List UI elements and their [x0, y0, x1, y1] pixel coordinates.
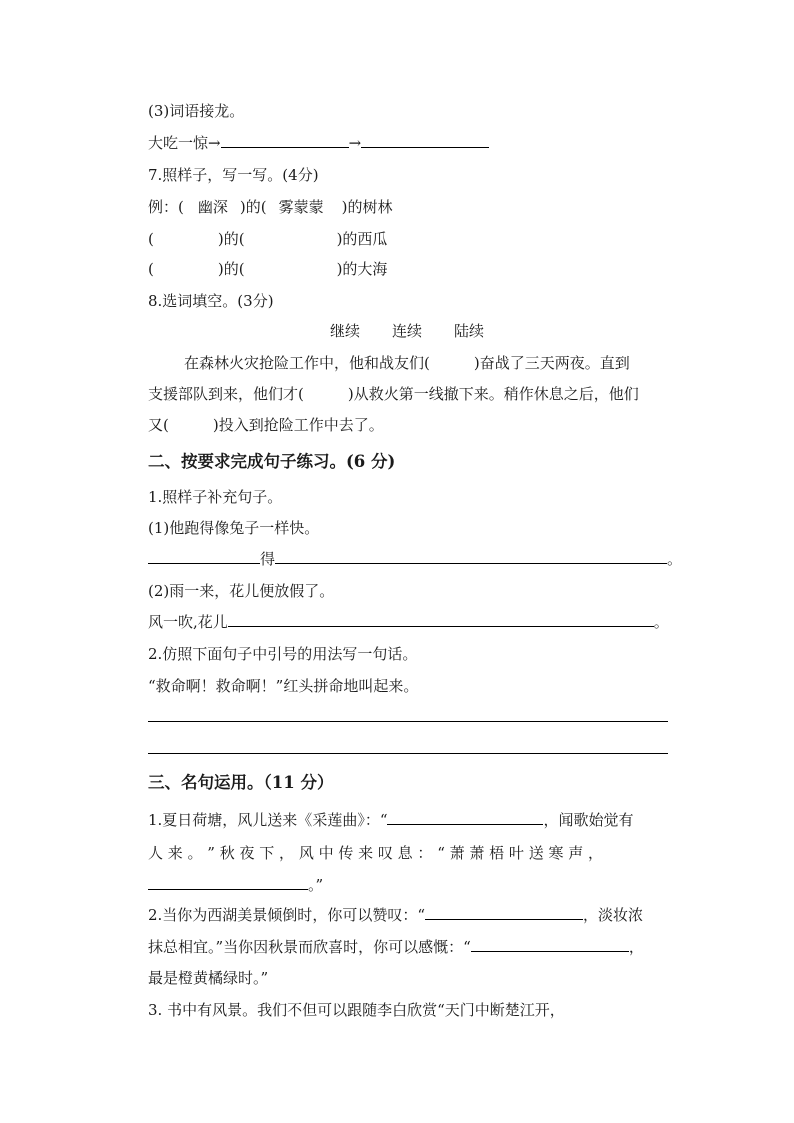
section-2-heading: 二、按要求完成句子练习。(6 分) [148, 452, 396, 471]
q8-line-3: 又( )投入到抢险工作中去了。 [148, 416, 384, 434]
answer-blank[interactable] [148, 549, 260, 564]
s2-q1-1-answer: 得 。 [148, 548, 682, 570]
answer-blank[interactable] [471, 937, 629, 952]
answer-blank[interactable] [387, 810, 543, 825]
example-word-1: 幽深 [197, 198, 228, 216]
word-chain-blank-2[interactable] [361, 133, 489, 148]
word-bank [330, 320, 516, 342]
s3-q1-line-1: 1.夏日荷塘，风儿送来《采莲曲》：“ ，闻歌始觉有 [148, 811, 634, 829]
q8-line-1: 在森林火灾抢险工作中，他和战友们( )奋战了三天两夜。直到 [184, 354, 630, 372]
q7-example: 例：( 幽深 )的( 雾蒙蒙 )的树林 [148, 198, 393, 216]
s2-q1-1: (1)他跑得像兔子一样快。 [148, 519, 320, 537]
word-option: 继续 [330, 322, 361, 340]
q8-line-2: 支援部队到来，他们才( )从救火第一线撤下来。稍作休息之后，他们 [148, 385, 639, 403]
writing-line[interactable] [148, 753, 668, 754]
s3-q2-line-3: 最是橙黄橘绿时。” [148, 969, 269, 987]
section-3-heading: 三、名句运用。（11 分） [148, 773, 334, 792]
q6-3-label: (3)词语接龙。 [148, 102, 245, 120]
s3-q2-line-2: 抹总相宜。”当你因秋景而欣喜时，你可以感慨：“ ， [148, 938, 644, 956]
answer-blank[interactable] [425, 905, 583, 920]
word-option: 陆续 [454, 322, 485, 340]
s2-q1-title: 1.照样子补充句子。 [148, 488, 283, 506]
s2-q1-2-answer: 风一吹,花儿 。 [148, 613, 669, 631]
s3-q2-line-1: 2.当你为西湖美景倾倒时，你可以赞叹：“ ，淡妆浓 [148, 906, 643, 924]
example-word-2: 雾蒙蒙 [278, 198, 324, 216]
s2-q1-2: (2)雨一来，花儿便放假了。 [148, 582, 335, 600]
q7-row-1: ( )的( )的西瓜 [148, 230, 388, 248]
answer-blank[interactable] [228, 612, 654, 627]
word-chain-row [148, 132, 489, 154]
s3-q1-line-2: 人 来 。 ” 秋 夜 下 ， 风 中 传 来 叹 息 ： “ 萧 萧 梧 叶 送 寒 声 ， [148, 844, 604, 862]
s3-q1-line-3: 。” [148, 874, 323, 896]
word-chain-start: 大吃一惊 [148, 134, 209, 152]
writing-line[interactable] [148, 721, 668, 722]
word-option: 连续 [392, 322, 423, 340]
word-chain-blank-1[interactable] [221, 133, 349, 148]
answer-blank[interactable] [275, 549, 667, 564]
answer-blank[interactable] [148, 875, 308, 890]
arrow-icon: → [348, 134, 362, 152]
arrow-icon: → [208, 134, 221, 152]
s2-q2-title: 2.仿照下面句子中引号的用法写一句话。 [148, 645, 418, 663]
q7-title: 7.照样子，写一写。(4分) [148, 166, 319, 184]
s2-q2-example: “救命啊！救命啊！”红头拼命地叫起来。 [148, 677, 419, 695]
s3-q3-line-1: 3. 书中有风景。我们不但可以跟随李白欣赏“天门中断楚江开， [148, 1001, 565, 1019]
q8-title: 8.选词填空。(3分) [148, 292, 274, 310]
q7-row-2: ( )的( )的大海 [148, 260, 388, 278]
